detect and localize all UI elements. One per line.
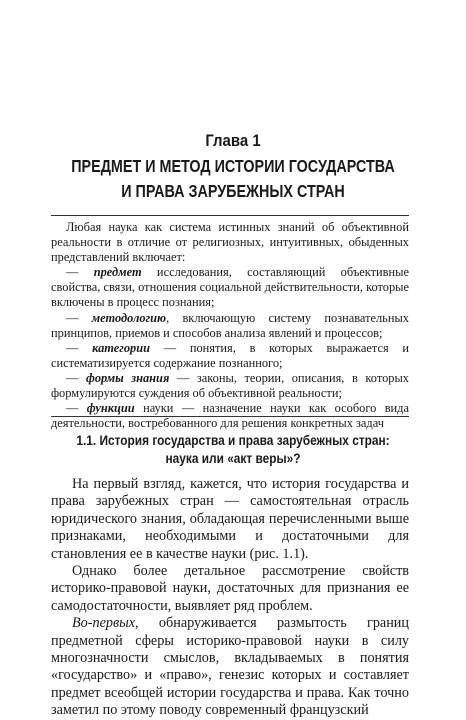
- abstract-item-categories: — категории — понятия, в которых выражается и систематизируется содержание познанного;: [51, 340, 409, 370]
- abstract-term: предмет: [93, 265, 142, 280]
- abstract-item-functions: — функции науки — назначение науки как особого вида деятельности, востребованного для решения конкретных задач: [51, 401, 409, 431]
- abstract-top-rule: [51, 215, 409, 216]
- section-title-line-1: 1.1. История государства и права зарубежных стран:: [76, 433, 390, 448]
- chapter-label: Глава 1: [205, 131, 261, 150]
- body-text: [51, 476, 409, 720]
- section-title-line-2: наука или «акт веры»?: [165, 451, 301, 466]
- chapter-title-line-2: И ПРАВА ЗАРУБЕЖНЫХ СТРАН: [121, 181, 345, 201]
- paragraph-2: Однако более детальное рассмотрение свойств историко-правовой науки, достаточных для признания ее самодостаточности, выявляет ряд проблем.: [51, 563, 409, 614]
- abstract-item-methodology: — методологию, включающую систему познавательных принципов, приемов и способов анализа явлений и процессов;: [51, 310, 409, 340]
- abstract-term: формы знания: [85, 370, 170, 385]
- abstract-term: категории: [92, 340, 151, 355]
- abstract-item-forms: — формы знания — законы, теории, описания, в которых формулируются суждения об объективной реальности;: [51, 370, 409, 401]
- paragraph-1: На первый взгляд, кажется, что история государства и права зарубежных стран — самостоятельная отрасль юридического знания, обладающая перечисленными выше признаками, необходимыми и достаточными для становления ее в качестве науки (рис. 1.1).: [51, 476, 409, 562]
- abstract-term: функции: [86, 401, 135, 416]
- chapter-title: [42, 154, 424, 204]
- abstract-term: методологию: [91, 310, 167, 325]
- paragraph-3: Во-первых, обнаруживается размытость границ предметной сферы историко-правовой науки в силу многозначности смыслов, вкладываемых в понятия «государство» и «право», генезис которых и составляет предмет всеобщей истории государства и права. Как точно заметил по этому поводу современный французский: [51, 615, 409, 719]
- section-title: [28, 432, 438, 468]
- abstract-bottom-rule: [51, 416, 409, 417]
- chapter-abstract: [51, 220, 409, 431]
- abstract-item-subject: — предмет исследования, составляющий объективные свойства, связи, отношения социальной действительности, которые включены в процесс познания;: [51, 265, 409, 310]
- chapter-title-line-1: ПРЕДМЕТ И МЕТОД ИСТОРИИ ГОСУДАРСТВА: [71, 156, 395, 176]
- paragraph-lead: Во-первых: [72, 615, 136, 632]
- abstract-intro: Любая наука как система истинных знаний об объективной реальности в отличие от религиозных, интуитивных, обыденных представлений включает:: [51, 220, 409, 265]
